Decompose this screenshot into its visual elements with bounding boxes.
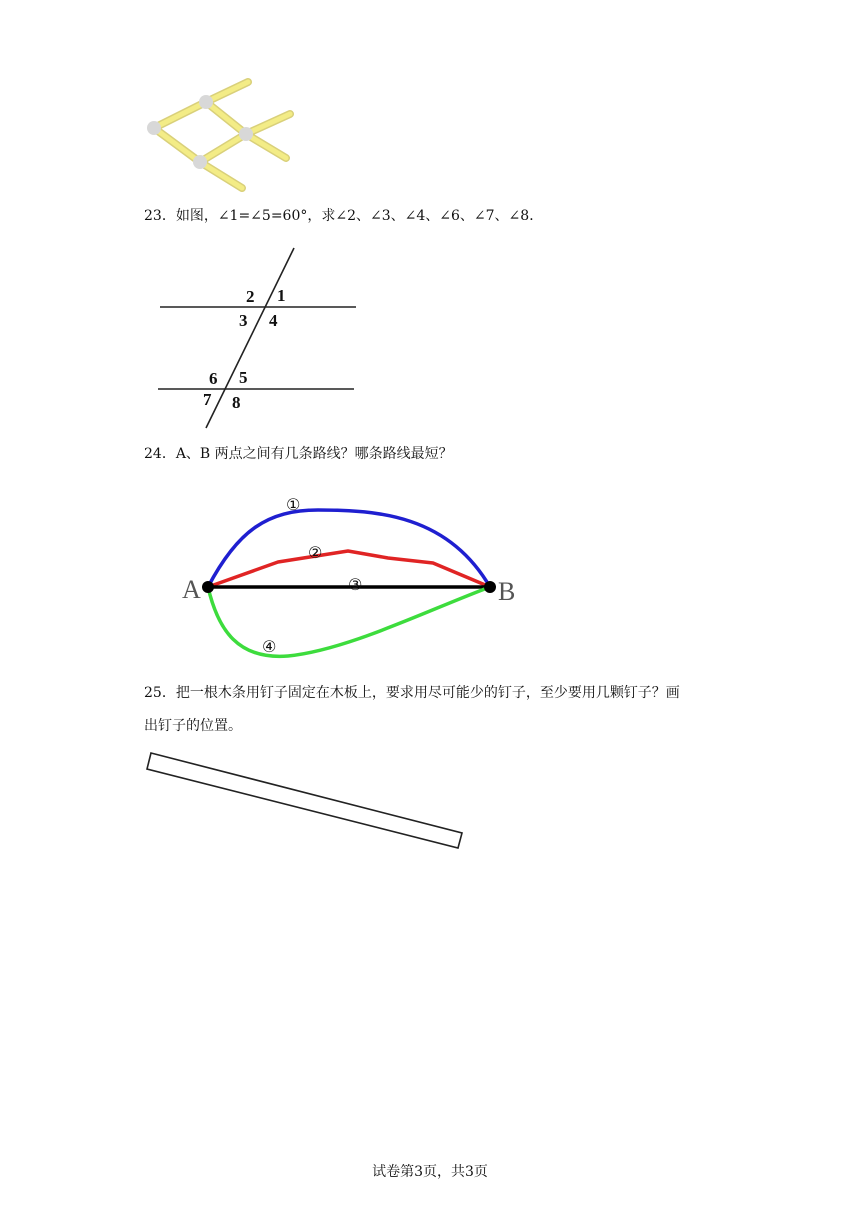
transversal-line	[206, 248, 294, 428]
page-footer: 试卷第3页，共3页	[372, 1164, 488, 1180]
route-1-label: ①	[286, 495, 301, 514]
wooden-strip-figure	[140, 745, 470, 855]
angle-label-4: 4	[269, 311, 278, 330]
question-25-text-line-2: 出钉子的位置。	[144, 718, 242, 734]
route-4-curve	[208, 587, 490, 656]
point-a-dot	[202, 581, 214, 593]
question-25-text-line-1: 25．把一根木条用钉子固定在木板上，要求用尽可能少的钉子，至少要用几颗钉子？画	[144, 685, 680, 701]
question-24-text: 24．A、B 两点之间有几条路线？哪条路线最短？	[144, 446, 453, 462]
angle-label-1: 1	[277, 286, 286, 305]
route-2-label: ②	[308, 543, 323, 562]
angle-label-5: 5	[239, 368, 248, 387]
question-23-text: 23．如图，∠1=∠5=60°，求∠2、∠3、∠4、∠6、∠7、∠8．	[144, 208, 544, 224]
wooden-strip	[147, 753, 462, 848]
parallel-lines-figure	[150, 240, 370, 440]
angle-label-7: 7	[203, 390, 212, 409]
point-b-dot	[484, 581, 496, 593]
point-b-label: B	[498, 577, 516, 606]
point-a-label: A	[182, 575, 201, 604]
route-4-label: ④	[262, 637, 277, 656]
route-3-label: ③	[348, 575, 363, 594]
routes-figure	[178, 490, 528, 670]
angle-label-3: 3	[239, 311, 248, 330]
angle-label-8: 8	[232, 393, 241, 412]
angle-label-6: 6	[209, 369, 218, 388]
angle-label-2: 2	[246, 287, 255, 306]
stick-frame-figure	[140, 70, 300, 200]
